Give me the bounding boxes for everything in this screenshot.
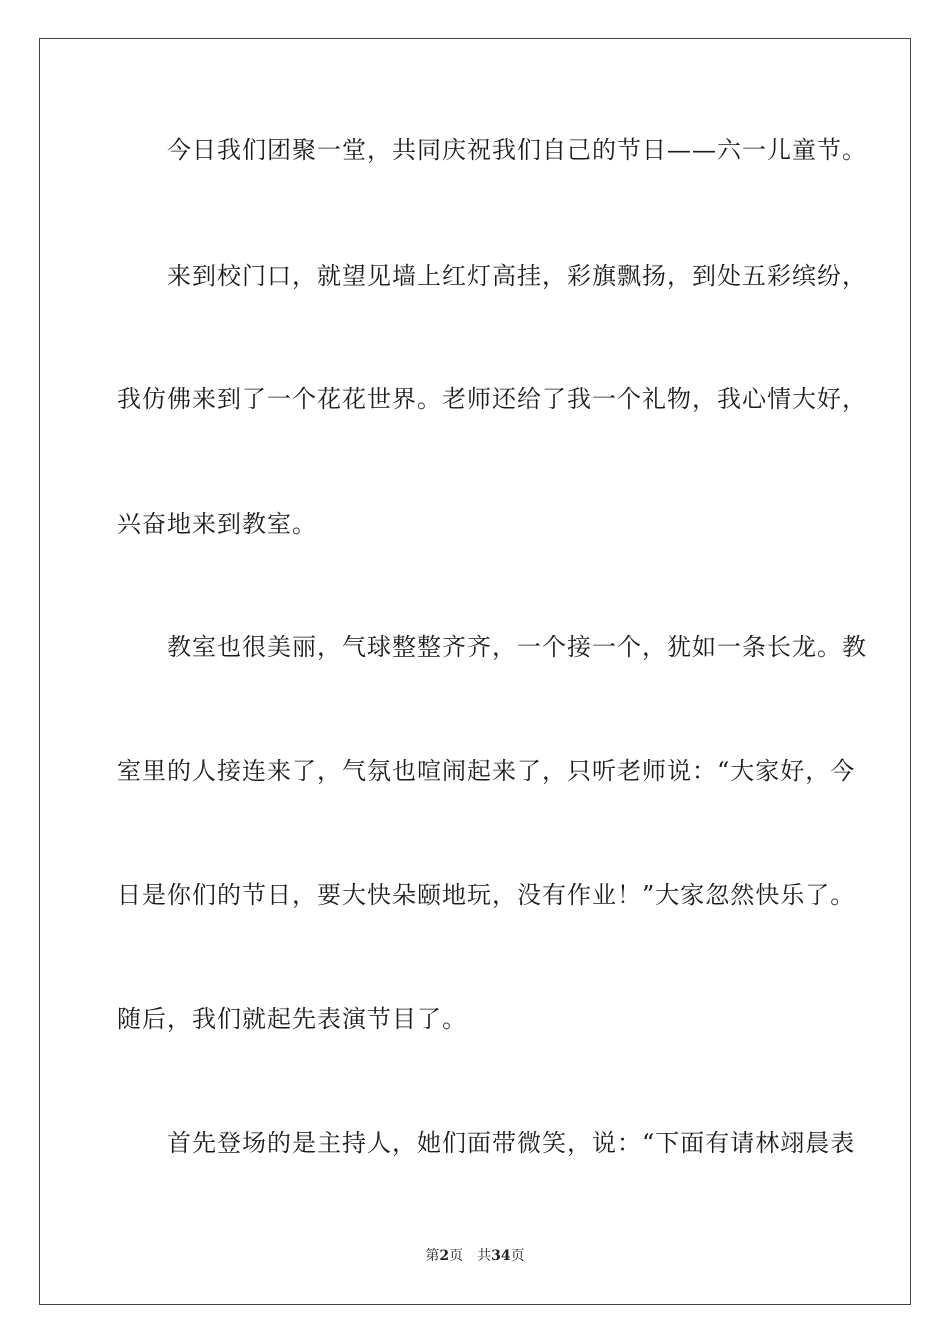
text-line-5: 教室也很美丽，气球整整齐齐，一个接一个，犹如一条长龙。教 <box>117 633 867 661</box>
text-line-7: 日是你们的节日，要大快朵颐地玩，没有作业！”大家忽然快乐了。 <box>117 881 856 909</box>
text-line-1: 今日我们团聚一堂，共同庆祝我们自己的节日——六一儿童节。 <box>117 136 867 164</box>
text-line-8: 随后，我们就起先表演节目了。 <box>117 1005 467 1033</box>
text-line-9: 首先登场的是主持人，她们面带微笑，说：“下面有请林翊晨表 <box>117 1129 856 1157</box>
page-prefix: 第 <box>425 1248 440 1264</box>
total-suffix: 页 <box>510 1248 525 1264</box>
page-current: 2 <box>439 1248 450 1264</box>
text-line-4: 兴奋地来到教室。 <box>117 510 317 538</box>
page-suffix: 页 <box>449 1248 464 1264</box>
page-border <box>39 38 911 1305</box>
page-footer <box>0 1247 950 1265</box>
text-line-6: 室里的人接连来了，气氛也喧闹起来了，只听老师说：“大家好，今 <box>117 757 856 785</box>
page-total: 34 <box>491 1248 511 1264</box>
text-line-2: 来到校门口，就望见墙上红灯高挂，彩旗飘扬，到处五彩缤纷， <box>117 262 867 290</box>
text-line-3: 我仿佛来到了一个花花世界。老师还给了我一个礼物，我心情大好， <box>117 385 867 413</box>
total-prefix: 共 <box>477 1248 492 1264</box>
